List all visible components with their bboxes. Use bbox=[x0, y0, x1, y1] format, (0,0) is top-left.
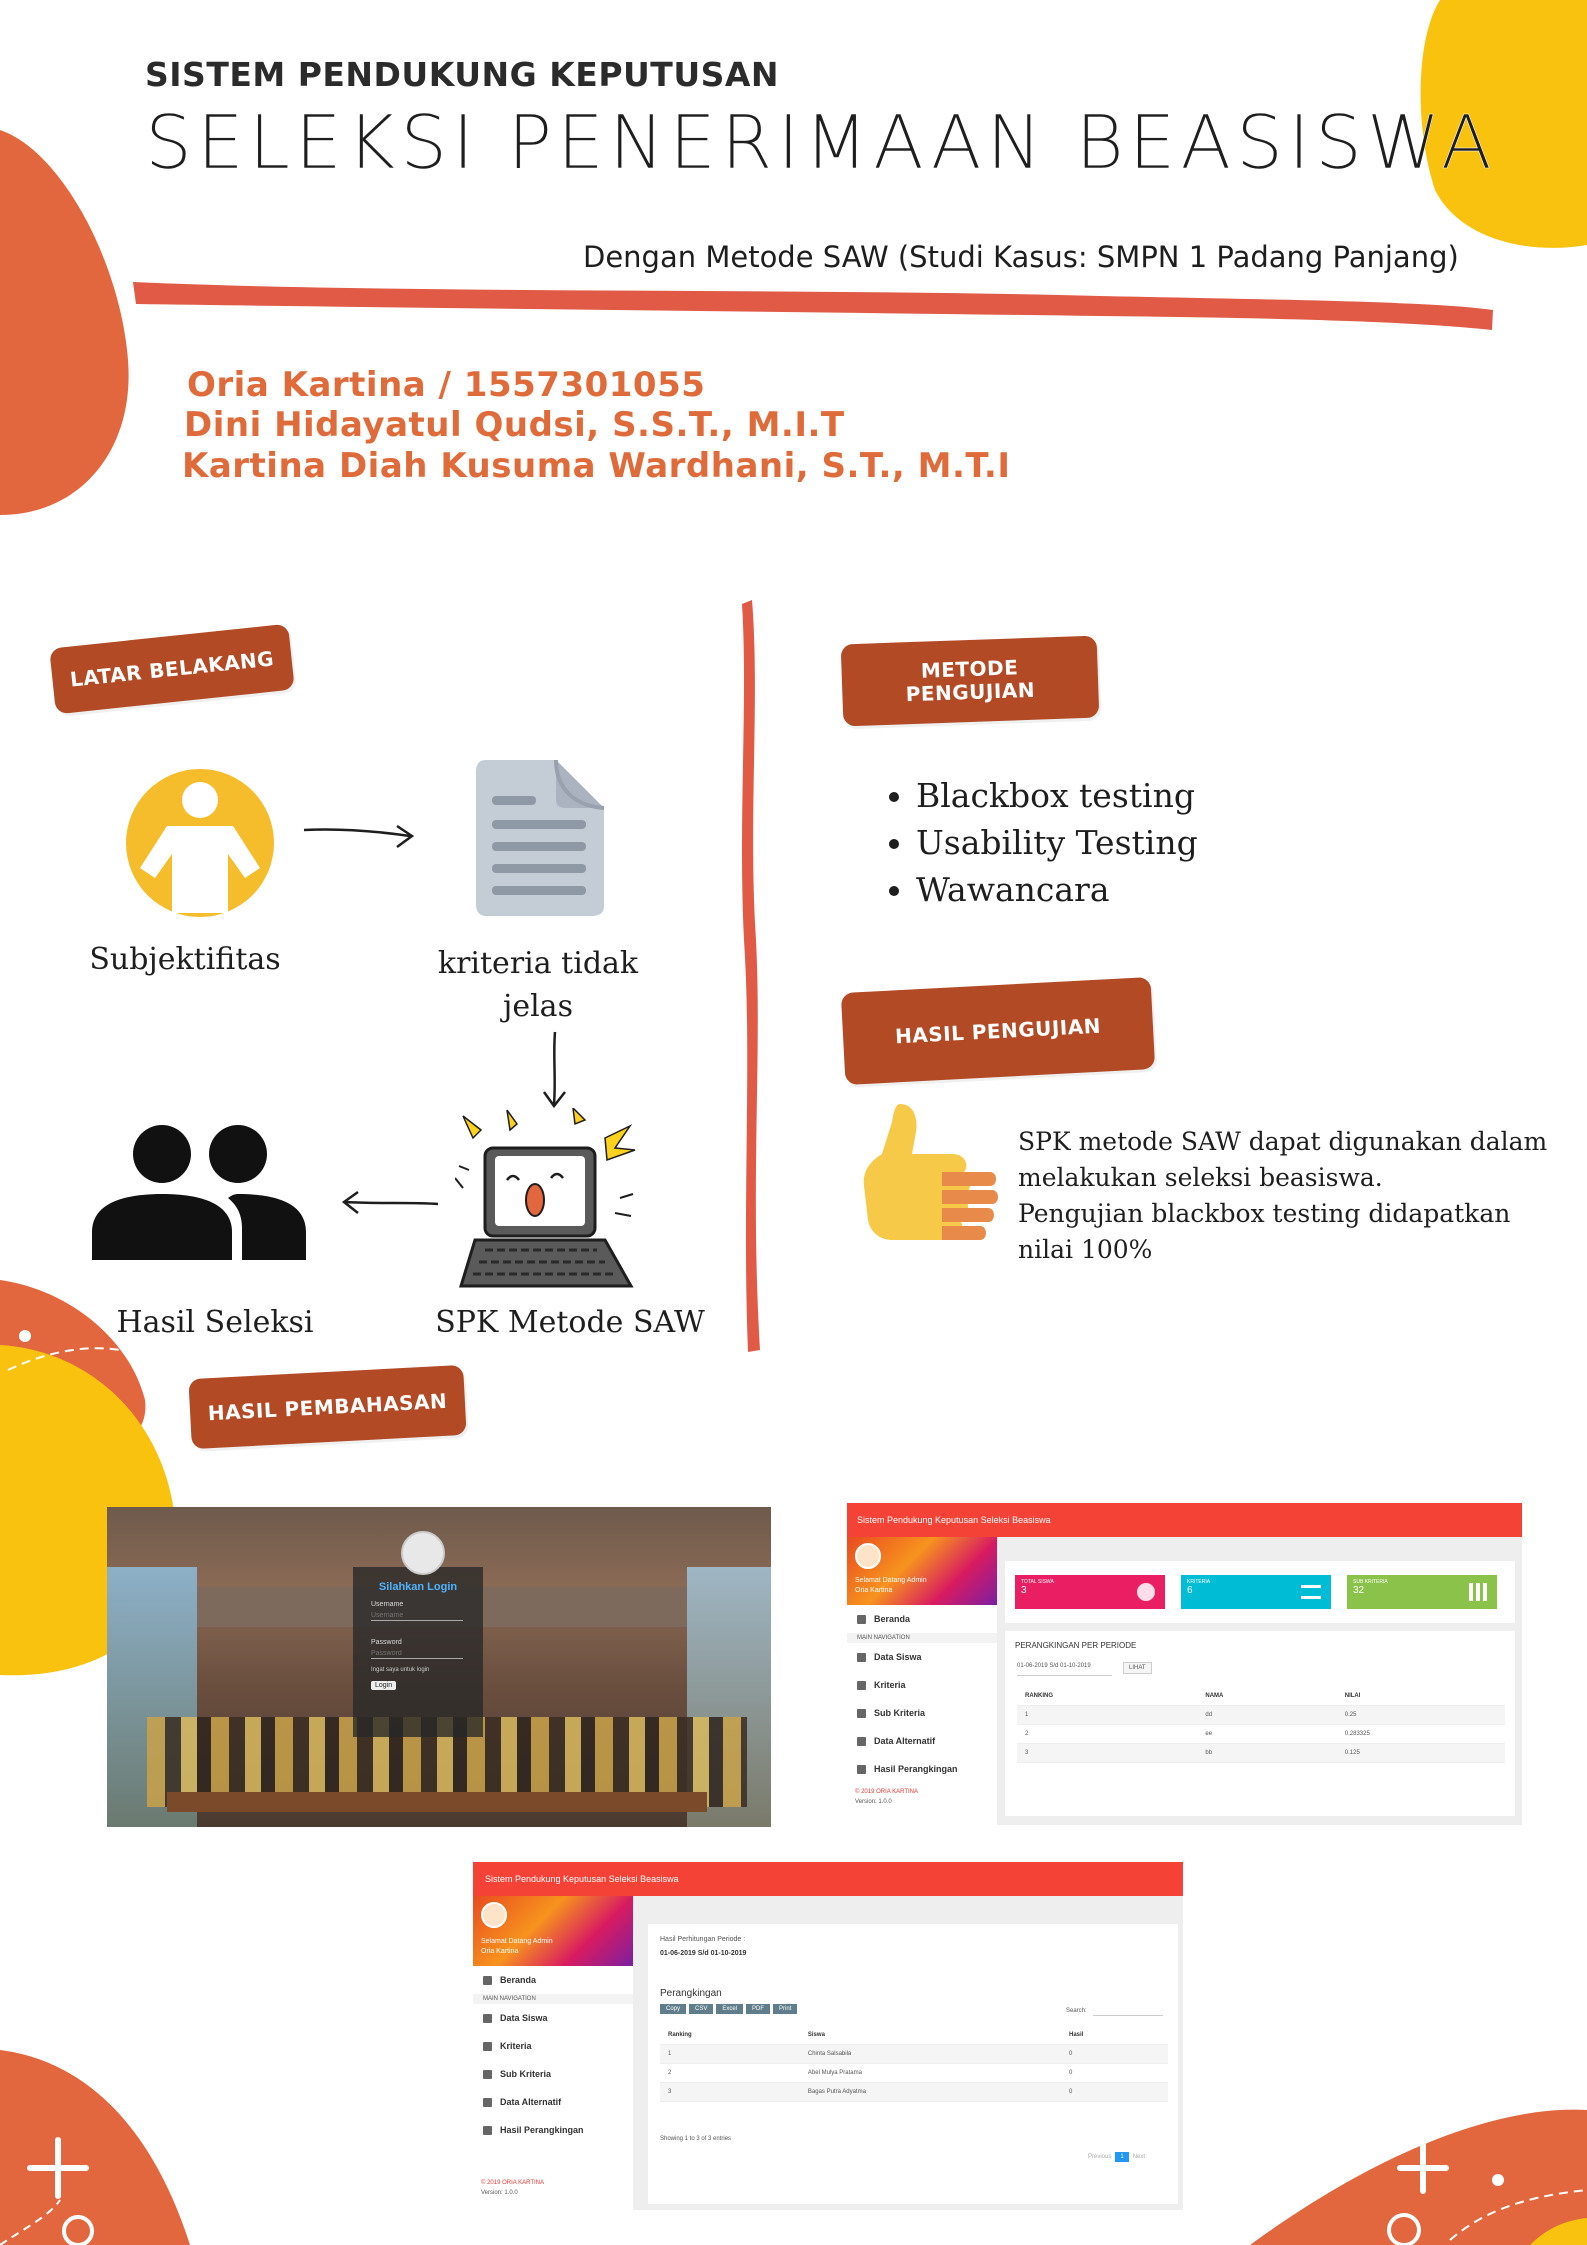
table-cell: 0.125 bbox=[1337, 1744, 1505, 1763]
period-label: Hasil Perhitungan Periode : bbox=[660, 1936, 746, 1943]
arrow-down-icon bbox=[540, 1030, 570, 1110]
table-cell: 3 bbox=[660, 2083, 800, 2102]
school-logo bbox=[401, 1531, 445, 1575]
ranking-table bbox=[1017, 1687, 1505, 1763]
password-input[interactable] bbox=[371, 1649, 463, 1659]
table-cell: 0 bbox=[1061, 2045, 1168, 2064]
lihat-button[interactable]: LIHAT bbox=[1123, 1662, 1152, 1674]
login-screenshot bbox=[107, 1507, 771, 1827]
period-select[interactable]: 01-06-2019 S/d 01-10-2019 bbox=[1017, 1663, 1112, 1676]
face-icon bbox=[1137, 1583, 1155, 1601]
blob-bottom-left bbox=[0, 2050, 190, 2245]
nav-sub-kriteria[interactable] bbox=[473, 2060, 633, 2088]
nav-hasil-perangkingan[interactable] bbox=[473, 2116, 633, 2144]
table-cell: 2 bbox=[1017, 1725, 1197, 1744]
nav-label: Data Siswa bbox=[874, 1652, 922, 1662]
page-1[interactable]: 1 bbox=[1115, 2152, 1128, 2162]
login-button[interactable]: Login bbox=[371, 1681, 396, 1690]
nav-label: Hasil Perangkingan bbox=[874, 1764, 958, 1774]
password-label: Password bbox=[371, 1639, 402, 1646]
results-line: nilai 100% bbox=[1018, 1235, 1153, 1264]
nav-beranda[interactable] bbox=[847, 1605, 997, 1633]
search-input[interactable] bbox=[1093, 2006, 1163, 2016]
table-cell: 0 bbox=[1061, 2064, 1168, 2083]
table-cell: 3 bbox=[1017, 1744, 1197, 1763]
pdf-button[interactable]: PDF bbox=[746, 2004, 770, 2014]
nav-label: Kriteria bbox=[874, 1680, 906, 1690]
caption-kriteria-line1: kriteria tidak bbox=[437, 946, 639, 981]
caption-subjektifitas: Subjektifitas bbox=[89, 942, 281, 977]
dashboard-icon bbox=[857, 1615, 866, 1624]
sidebar-footer: © 2019 ORIA KARTINA bbox=[481, 2180, 545, 2186]
document-icon bbox=[474, 758, 606, 918]
sidebar-welcome: Selamat Datang Admin bbox=[855, 1577, 927, 1584]
table-cell: 1 bbox=[660, 2045, 800, 2064]
table-cell: 0 bbox=[1061, 2083, 1168, 2102]
playlist-check-icon bbox=[1301, 1585, 1321, 1599]
table-cell: bb bbox=[1197, 1744, 1336, 1763]
folder-icon bbox=[857, 1653, 866, 1662]
person-icon bbox=[125, 768, 275, 918]
table-cell: dd bbox=[1197, 1706, 1336, 1725]
login-panel bbox=[353, 1567, 483, 1737]
title-underline-brush bbox=[133, 282, 1493, 330]
nav-sub-kriteria[interactable] bbox=[847, 1699, 997, 1727]
card-value: 6 bbox=[1187, 1585, 1193, 1596]
section-title: Perangkingan bbox=[660, 1988, 722, 1999]
prev-page[interactable]: Previous bbox=[1088, 2154, 1112, 2160]
table-cell: 0.283325 bbox=[1337, 1725, 1505, 1744]
card-label: KRITERIA bbox=[1187, 1579, 1211, 1585]
label-hasil-pengujian: HASIL PENGUJIAN bbox=[841, 977, 1155, 1085]
label-latar-belakang: LATAR BELAKANG bbox=[49, 624, 295, 715]
column-header: NILAI bbox=[1337, 1687, 1505, 1706]
nav-header: MAIN NAVIGATION bbox=[847, 1633, 997, 1643]
nav-label: Kriteria bbox=[500, 2041, 532, 2051]
nav-kriteria[interactable] bbox=[847, 1671, 997, 1699]
pencil-icon bbox=[483, 2126, 492, 2135]
caption-hasil-seleksi: Hasil Seleksi bbox=[116, 1305, 314, 1340]
nav-label: Beranda bbox=[874, 1614, 911, 1624]
card-value: 32 bbox=[1353, 1585, 1365, 1596]
label-metode-pengujian bbox=[841, 636, 1100, 727]
caption-kriteria bbox=[418, 942, 658, 1028]
ranking-sidebar bbox=[473, 1896, 633, 2210]
arrow-right-icon bbox=[302, 822, 417, 852]
results-line: melakukan seleksi beasiswa. bbox=[1018, 1163, 1383, 1192]
nav-header: MAIN NAVIGATION bbox=[473, 1994, 633, 2004]
sidebar-version: Version: 1.0.0 bbox=[481, 2190, 518, 2196]
methods-list bbox=[882, 772, 1198, 913]
table-cell: Bagas Putra Adyatma bbox=[800, 2083, 1061, 2102]
label-hasil-pembahasan: HASIL PEMBAHASAN bbox=[188, 1365, 466, 1449]
dashboard-sidebar bbox=[847, 1537, 997, 1825]
results-text bbox=[1018, 1124, 1547, 1268]
list-icon bbox=[857, 1681, 866, 1690]
page-title: SELEKSI PENERIMAAN BEASISWA bbox=[145, 100, 1497, 186]
thumbs-up-icon bbox=[862, 1102, 998, 1248]
sidebar-user: Oria Kartina bbox=[481, 1948, 519, 1955]
nav-label: Hasil Perangkingan bbox=[500, 2125, 584, 2135]
results-panel bbox=[648, 1924, 1178, 2204]
nav-label: Sub Kriteria bbox=[500, 2069, 552, 2079]
panel-title: PERANGKINGAN PER PERIODE bbox=[1015, 1641, 1137, 1650]
sidebar-version: Version: 1.0.0 bbox=[855, 1799, 892, 1805]
nav-data-siswa[interactable] bbox=[847, 1643, 997, 1671]
pencil-icon bbox=[857, 1765, 866, 1774]
nav-hasil-perangkingan[interactable] bbox=[847, 1755, 997, 1783]
nav-label: Data Alternatif bbox=[874, 1736, 936, 1746]
copy-button[interactable]: Copy bbox=[660, 2004, 686, 2014]
box-icon bbox=[483, 2098, 492, 2107]
label-metode-line2: PENGUJIAN bbox=[905, 677, 1036, 707]
list-icon bbox=[483, 2042, 492, 2051]
column-header: RANKING bbox=[1017, 1687, 1197, 1706]
nav-label: Sub Kriteria bbox=[874, 1708, 926, 1718]
login-heading: Silahkan Login bbox=[378, 1581, 458, 1593]
results-line: SPK metode SAW dapat digunakan dalam bbox=[1018, 1127, 1548, 1156]
table-cell: ee bbox=[1197, 1725, 1336, 1744]
export-buttons bbox=[660, 2004, 797, 2014]
avatar bbox=[855, 1543, 881, 1569]
method-item: • Usability Testing bbox=[916, 819, 1198, 866]
nav-kriteria[interactable] bbox=[473, 2032, 633, 2060]
card-kriteria bbox=[1181, 1575, 1331, 1609]
nav-label: Beranda bbox=[500, 1975, 537, 1985]
sidebar-user-panel bbox=[847, 1537, 997, 1605]
table-cell: Abel Mulya Pratama bbox=[800, 2064, 1061, 2083]
sidebar-footer: © 2019 ORIA KARTINA bbox=[855, 1789, 919, 1795]
column-header[interactable]: Siswa bbox=[800, 2026, 1061, 2045]
blob-top-left bbox=[0, 130, 129, 515]
author-2: Dini Hidayatul Qudsi, S.S.T., M.I.T bbox=[184, 405, 845, 445]
card-label: TOTAL SISWA bbox=[1021, 1579, 1054, 1585]
arrow-left-icon bbox=[340, 1188, 440, 1218]
table-cell: 2 bbox=[660, 2064, 800, 2083]
dashboard-screenshot bbox=[847, 1503, 1522, 1825]
label-metode-line1: METODE bbox=[920, 655, 1019, 683]
caption-kriteria-line2: jelas bbox=[503, 989, 573, 1024]
column-header[interactable]: Hasil bbox=[1061, 2026, 1168, 2045]
nav-data-alternatif[interactable] bbox=[847, 1727, 997, 1755]
ranking-screenshot bbox=[473, 1862, 1183, 2210]
author-3: Kartina Diah Kusuma Wardhani, S.T., M.T.I bbox=[182, 446, 1011, 486]
csv-button[interactable]: CSV bbox=[689, 2004, 713, 2014]
header-kicker: SISTEM PENDUKUNG KEPUTUSAN bbox=[145, 55, 780, 94]
box-icon bbox=[857, 1709, 866, 1718]
sidebar-user-panel bbox=[473, 1896, 633, 1966]
ranking-results-table bbox=[660, 2026, 1168, 2102]
nav-beranda[interactable] bbox=[473, 1966, 633, 1994]
search-label: Search: bbox=[1066, 2008, 1087, 2014]
nav-label: Data Siswa bbox=[500, 2013, 548, 2023]
group-icon bbox=[92, 1124, 308, 1262]
folder-icon bbox=[483, 2014, 492, 2023]
author-1: Oria Kartina / 1557301055 bbox=[187, 365, 706, 405]
next-page[interactable]: Next bbox=[1132, 2154, 1146, 2160]
vertical-divider bbox=[742, 600, 760, 1352]
column-header: NAMA bbox=[1197, 1687, 1336, 1706]
caption-spk: SPK Metode SAW bbox=[435, 1305, 705, 1340]
period-value: 01-06-2019 S/d 01-10-2019 bbox=[660, 1950, 747, 1957]
card-sub-kriteria bbox=[1347, 1575, 1497, 1609]
nav-data-siswa[interactable] bbox=[473, 2004, 633, 2032]
card-total-siswa bbox=[1015, 1575, 1165, 1609]
results-line: Pengujian blackbox testing didapatkan bbox=[1018, 1199, 1511, 1228]
card-value: 3 bbox=[1021, 1585, 1027, 1596]
card-label: SUB KRITERIA bbox=[1353, 1579, 1388, 1585]
nav-data-alternatif[interactable] bbox=[473, 2088, 633, 2116]
excel-button[interactable]: Excel bbox=[716, 2004, 743, 2014]
nav-label: Data Alternatif bbox=[500, 2097, 562, 2107]
print-button[interactable]: Print bbox=[773, 2004, 797, 2014]
method-item: • Blackbox testing bbox=[916, 772, 1198, 819]
ranking-panel bbox=[1005, 1631, 1515, 1816]
dashboard-icon bbox=[483, 1976, 492, 1985]
remember-checkbox[interactable]: Ingat saya untuk login bbox=[371, 1667, 430, 1673]
method-item: • Wawancara bbox=[916, 866, 1198, 913]
avatar bbox=[481, 1902, 507, 1928]
laptop-icon bbox=[455, 1108, 640, 1298]
username-label: Username bbox=[371, 1601, 404, 1608]
ranking-appbar: Sistem Pendukung Keputusan Seleksi Beasiswa bbox=[473, 1862, 1183, 1896]
table-cell: 1 bbox=[1017, 1706, 1197, 1725]
table-cell: 0.25 bbox=[1337, 1706, 1505, 1725]
column-header[interactable]: Ranking bbox=[660, 2026, 800, 2045]
box-icon bbox=[857, 1737, 866, 1746]
table-cell: Chinta Salsabila bbox=[800, 2045, 1061, 2064]
sidebar-welcome: Selamat Datang Admin bbox=[481, 1938, 553, 1945]
pagination bbox=[1088, 2152, 1145, 2162]
dashboard-appbar: Sistem Pendukung Keputusan Seleksi Beasiswa bbox=[847, 1503, 1522, 1537]
sidebar-user: Oria Kartina bbox=[855, 1587, 893, 1594]
username-input[interactable] bbox=[371, 1611, 463, 1621]
bar-chart-icon bbox=[1469, 1583, 1487, 1601]
entries-info: Showing 1 to 3 of 3 entries bbox=[660, 2136, 732, 2142]
box-icon bbox=[483, 2070, 492, 2079]
page-subtitle: Dengan Metode SAW (Studi Kasus: SMPN 1 Padang Panjang) bbox=[583, 240, 1459, 274]
